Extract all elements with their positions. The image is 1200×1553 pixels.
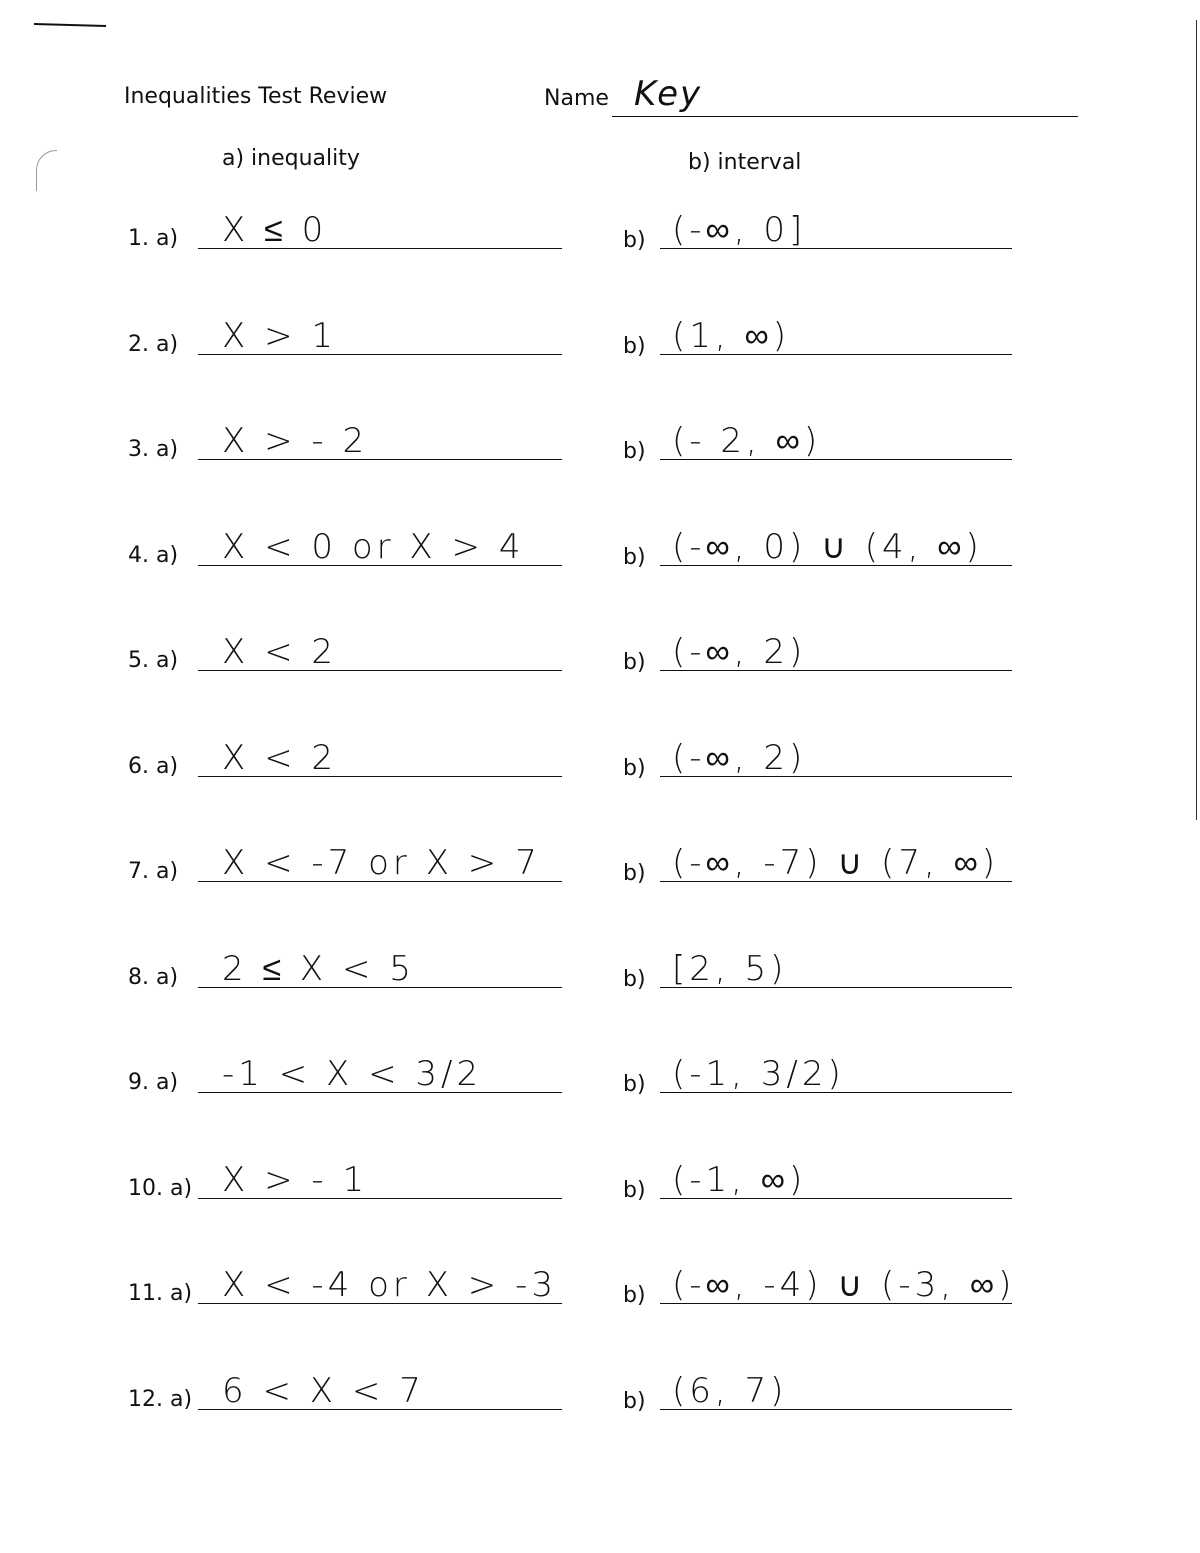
interval-answer: (- 2, ∞) xyxy=(672,421,822,461)
interval-answer: (-∞, -7) ∪ (7, ∞) xyxy=(672,843,1000,883)
problem-row xyxy=(0,947,1200,1007)
problem-number: 12. a) xyxy=(128,1386,193,1412)
name-label: Name xyxy=(544,86,609,111)
inequality-answer: X > 1 xyxy=(222,315,338,356)
problem-row xyxy=(0,525,1200,585)
interval-label: b) xyxy=(623,333,646,359)
problem-row xyxy=(0,1052,1200,1112)
interval-label: b) xyxy=(623,861,646,886)
problem-number: 3. a) xyxy=(128,437,179,462)
interval-answer: (-∞, 0] xyxy=(672,210,807,250)
interval-answer: [2, 5) xyxy=(672,948,788,989)
interval-answer: (-∞, 2) xyxy=(672,632,807,672)
interval-answer: (-1, 3/2) xyxy=(672,1054,845,1094)
interval-answer: (-∞, 2) xyxy=(672,737,807,778)
interval-label: b) xyxy=(623,544,646,570)
problem-row xyxy=(0,419,1200,479)
problem-row xyxy=(0,630,1200,690)
interval-label: b) xyxy=(623,755,646,781)
inequality-answer: X < 2 xyxy=(222,737,338,778)
problem-number: 11. a) xyxy=(128,1281,193,1306)
inequality-answer: X < 2 xyxy=(222,632,338,672)
problem-number: 9. a) xyxy=(128,1070,179,1095)
inequality-answer: X < -7 or X > 7 xyxy=(222,843,541,883)
interval-label: b) xyxy=(623,1177,646,1203)
interval-label: b) xyxy=(623,228,646,253)
interval-answer: (1, ∞) xyxy=(672,315,791,356)
problem-row xyxy=(0,1158,1200,1218)
interval-label: b) xyxy=(623,650,646,675)
problem-number: 6. a) xyxy=(128,753,179,779)
problem-row xyxy=(0,736,1200,796)
inequality-answer: 2 ≤ X < 5 xyxy=(222,948,415,989)
problem-row xyxy=(0,1263,1200,1323)
problem-number: 2. a) xyxy=(128,331,179,357)
problem-row xyxy=(0,1369,1200,1429)
interval-label: b) xyxy=(623,1388,646,1414)
interval-label: b) xyxy=(623,1072,646,1097)
problem-number: 5. a) xyxy=(128,648,179,673)
problem-number: 7. a) xyxy=(128,859,179,884)
inequality-answer: X < 0 or X > 4 xyxy=(222,526,525,567)
interval-answer: (6, 7) xyxy=(672,1370,788,1411)
interval-label: b) xyxy=(623,1283,646,1308)
interval-answer: (-∞, 0) ∪ (4, ∞) xyxy=(672,526,983,567)
interval-answer: (-1, ∞) xyxy=(672,1159,807,1200)
inequality-answer: X > - 1 xyxy=(222,1159,369,1200)
inequality-answer: X < -4 or X > -3 xyxy=(222,1265,557,1305)
interval-label: b) xyxy=(623,966,646,992)
problem-row xyxy=(0,314,1200,374)
name-line xyxy=(612,116,1078,117)
column-header-inequality: a) inequality xyxy=(222,146,360,171)
problem-number: 4. a) xyxy=(128,542,179,568)
scan-mark xyxy=(34,23,106,27)
interval-label: b) xyxy=(623,439,646,464)
inequality-answer: X ≤ 0 xyxy=(222,210,328,250)
problem-row xyxy=(0,841,1200,901)
problem-number: 1. a) xyxy=(128,226,179,251)
inequality-answer: 6 < X < 7 xyxy=(222,1370,425,1411)
inequality-answer: X > - 2 xyxy=(222,421,369,461)
name-value: Key xyxy=(634,74,703,114)
interval-answer: (-∞, -4) ∪ (-3, ∞) xyxy=(672,1265,1016,1305)
problem-number: 8. a) xyxy=(128,964,179,990)
problem-number: 10. a) xyxy=(128,1175,193,1201)
column-header-interval: b) interval xyxy=(688,150,802,175)
inequality-answer: -1 < X < 3/2 xyxy=(222,1054,483,1094)
problem-row xyxy=(0,208,1200,268)
worksheet-title: Inequalities Test Review xyxy=(124,84,388,109)
scan-smudge xyxy=(36,150,57,191)
